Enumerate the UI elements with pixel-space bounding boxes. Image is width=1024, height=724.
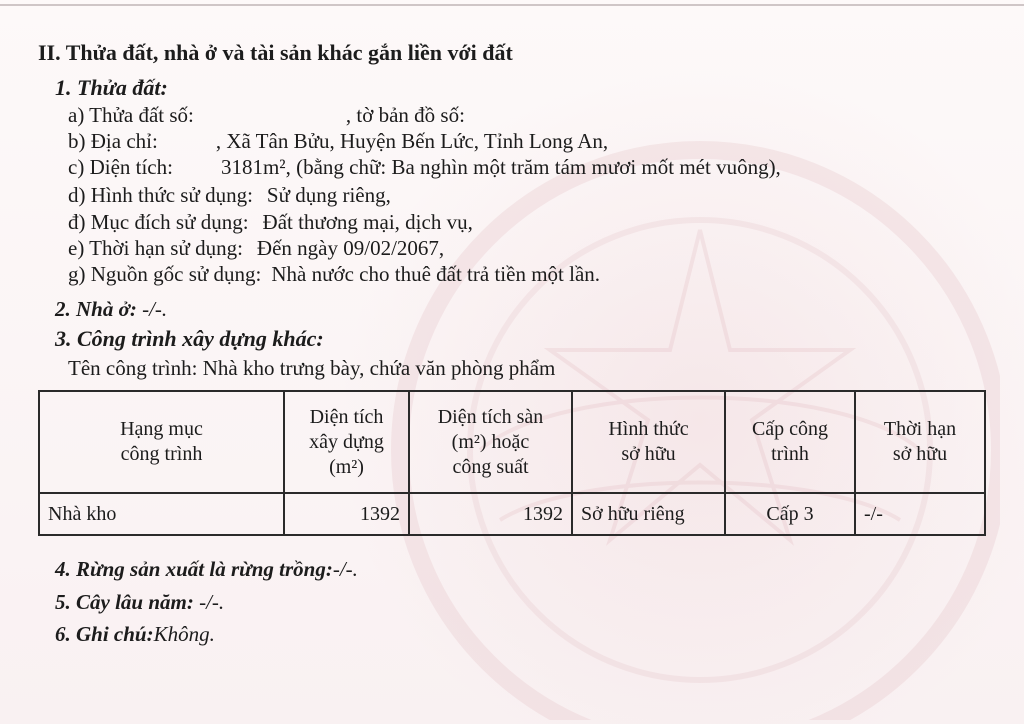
usage-term-line [68, 236, 444, 261]
perennial-line [55, 590, 224, 615]
area-line [68, 155, 781, 180]
house-title: 2. Nhà ở: [55, 297, 137, 321]
note-line [55, 622, 215, 647]
address-label: b) Địa chỉ: [68, 129, 158, 153]
address-value: , Xã Tân Bửu, Huyện Bến Lức, Tỉnh Long An, [215, 129, 609, 153]
construction-title: 3. Công trình xây dựng khác: [55, 326, 324, 351]
construction-name-line: Tên công trình: Nhà kho trưng bày, chứa văn phòng phẩm [68, 356, 556, 380]
usage-purpose-value: Đất thương mại, dịch vụ, [262, 210, 473, 234]
table-header-row [39, 391, 985, 493]
header-item: Hạng mục công trình [39, 391, 284, 493]
usage-purpose-label: đ) Mục đích sử dụng: [68, 210, 249, 234]
usage-origin-label: g) Nguồn gốc sử dụng: [68, 262, 262, 286]
usage-form-value: Sử dụng riêng, [266, 183, 391, 207]
forest-value: -/-. [332, 557, 358, 581]
header-floor-area: Diện tích sàn (m²) hoặc công suất [409, 391, 572, 493]
cell-item: Nhà kho [39, 493, 284, 535]
usage-form-line [68, 183, 391, 208]
usage-purpose-line [68, 210, 473, 235]
construction-table [38, 390, 986, 536]
map-sheet-label: , tờ bản đồ số: [345, 103, 465, 127]
forest-title: 4. Rừng sản xuất là rừng trồng: [55, 557, 333, 581]
land-parcel-line [68, 103, 465, 128]
cell-grade: Cấp 3 [725, 493, 855, 535]
usage-term-value: Đến ngày 09/02/2067, [256, 236, 445, 260]
header-term: Thời hạn sở hữu [855, 391, 985, 493]
area-value: 3181m², (bằng chữ: Ba nghìn một trăm tám mươi mốt mét vuông), [220, 155, 781, 179]
section-title: II. Thửa đất, nhà ở và tài sản khác gắn liền với đất [38, 40, 513, 65]
cell-ownership: Sở hữu riêng [572, 493, 725, 535]
header-build-area: Diện tích xây dựng (m²) [284, 391, 409, 493]
area-label: c) Diện tích: [68, 155, 173, 179]
table-row [39, 493, 985, 535]
usage-origin-value: Nhà nước cho thuê đất trả tiền một lần. [271, 262, 601, 286]
usage-form-label: d) Hình thức sử dụng: [68, 183, 253, 207]
address-line [68, 129, 608, 154]
perennial-title: 5. Cây lâu năm: [55, 590, 194, 614]
note-value: Không. [153, 622, 215, 646]
land-title: 1. Thửa đất: [55, 75, 168, 100]
usage-origin-line [68, 262, 600, 287]
perennial-value: -/-. [199, 590, 225, 614]
usage-term-label: e) Thời hạn sử dụng: [68, 236, 243, 260]
cell-build-area: 1392 [284, 493, 409, 535]
header-ownership: Hình thức sở hữu [572, 391, 725, 493]
forest-line [55, 557, 358, 582]
parcel-number-label: a) Thửa đất số: [68, 103, 194, 127]
house-value: -/-. [142, 297, 168, 321]
header-grade: Cấp công trình [725, 391, 855, 493]
cell-floor-area: 1392 [409, 493, 572, 535]
note-title: 6. Ghi chú: [55, 622, 154, 646]
cell-term: -/- [855, 493, 985, 535]
top-border-line [0, 4, 1024, 6]
house-line [55, 297, 167, 322]
